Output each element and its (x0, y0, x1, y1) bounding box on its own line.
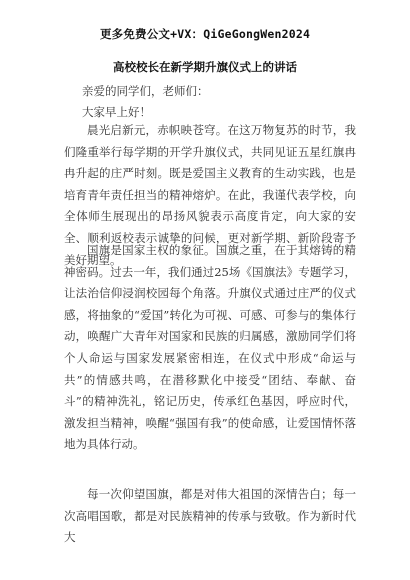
body-paragraph-3: 每一次仰望国旗，都是对伟大祖国的深情告白；每一次高唱国歌，都是对民族精神的传承与致敬。作为新时代大 (64, 487, 356, 545)
promo-banner: 更多免费公文+VX：QiGeGongWen2024 (99, 27, 311, 41)
salutation-line: 亲爱的同学们，老师们： (82, 84, 209, 98)
document-title: 高校校长在新学期升旗仪式上的讲话 (113, 60, 297, 74)
greeting-line: 大家早上好！ (82, 105, 151, 119)
body-paragraph-2: 国旗是国家主权的象征。国旗之重，在于其熔铸的精神密码。过去一年，我们通过25场《国旗法》专题学习，让法治信仰浸润校园每个角落。升旗仪式通过庄严的仪式感，将抽象的“爱国”转化为可视、可感、可参与的集体行动，唤醒广大青年对国家和民族的归属感，激励同学们将个人命运与国家发展紧密相连，在仪式中形成“命运与共”的情感共鸣，在潜移默化中接受“团结、奉献、奋斗”的精神洗礼，铭记历史，传承红色基因，呼应时代，激发担当精神，唤醒“强国有我”的使命感，让爱国情怀落地为具体行动。 (64, 243, 356, 452)
body-paragraph-1: 晨光启新元，赤帜映苍穹。在这万物复苏的时节，我们隆重举行每学期的开学升旗仪式，共同见证五星红旗冉冉升起的庄严时刻。既是爱国主义教育的生动实践，也是培育青年责任担当的精神熔炉。在此，我谨代表学校，向全体师生展现出的昂扬风貌表示高度肯定，向大家的安全、顺利返校表示诚挚的问候，更对新学期、新阶段寄予美好期望。 (64, 123, 356, 267)
